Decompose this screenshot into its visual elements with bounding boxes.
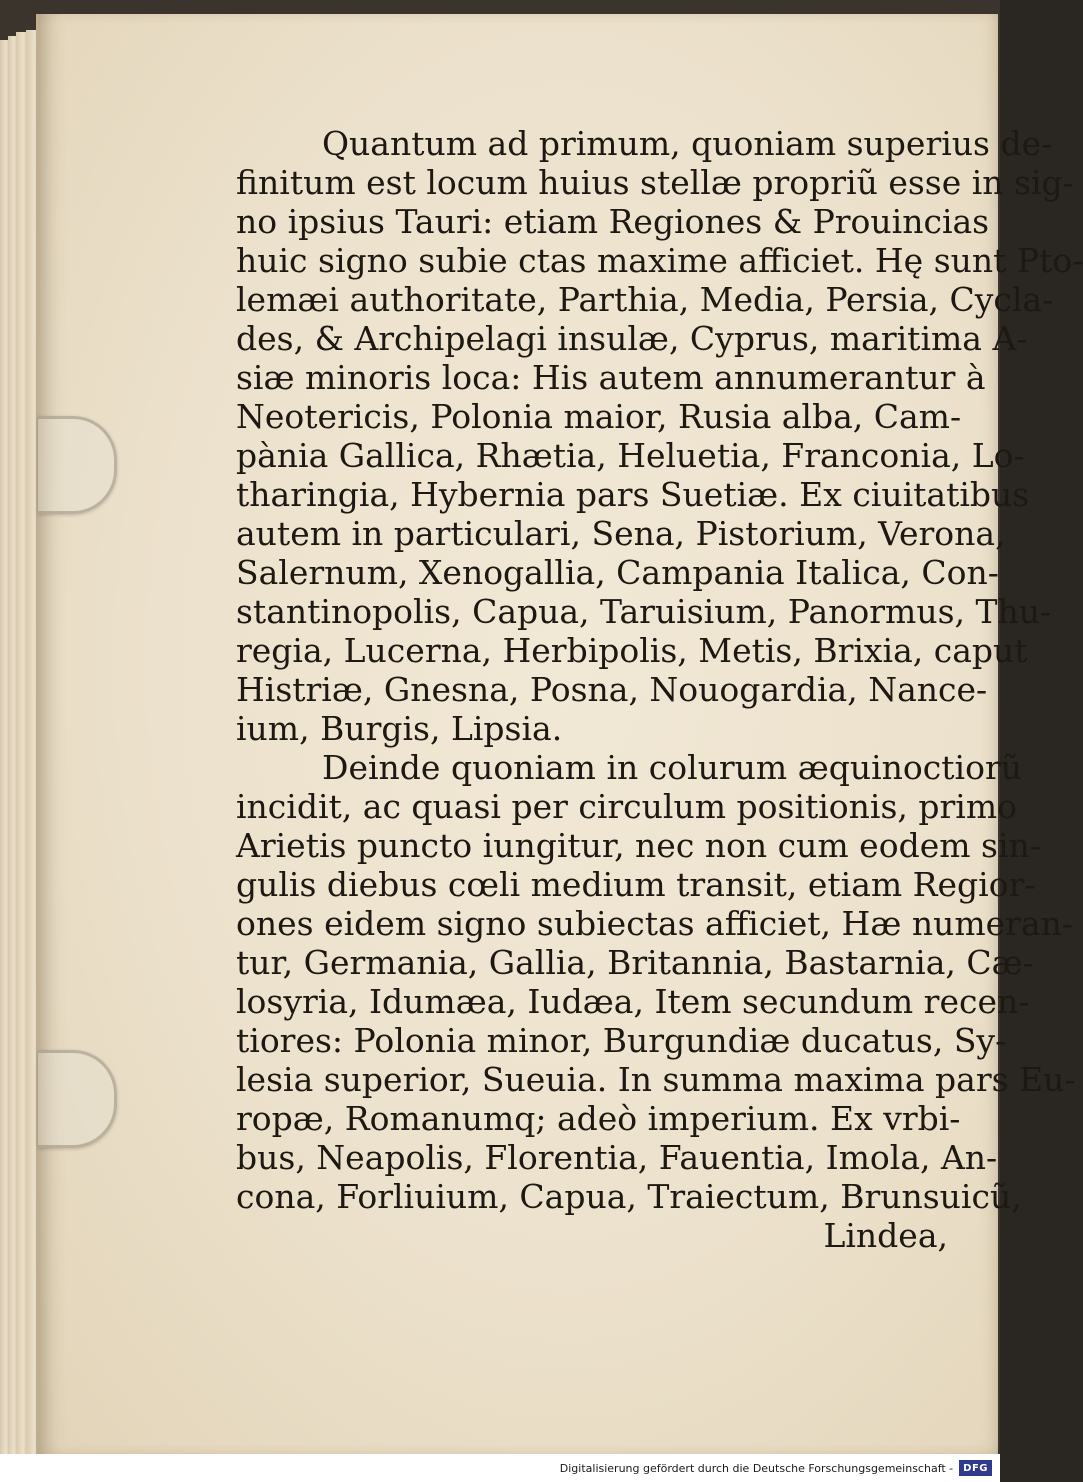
text-line: tharingia, Hybernia pars Suetiæ. Ex ciuitatibus [236,475,1030,514]
text-line: Deinde quoniam in colurum æquinoctiorũ [322,748,1022,787]
text-line: des, & Archipelagi insulæ, Cyprus, maritima A- [236,319,1028,358]
text-line: lesia superior, Sueuia. In summa maxima pars Eu- [236,1060,1076,1099]
text-line: siæ minoris loca: His autem annumerantur à [236,358,986,397]
text-line: ium, Burgis, Lipsia. [236,709,563,748]
text-line: autem in particulari, Sena, Pistorium, Verona, [236,514,1006,553]
text-line: Quantum ad primum, quoniam superius de- [322,124,1053,163]
text-line: stantinopolis, Capua, Taruisium, Panormus, Thu- [236,592,1052,631]
text-line: bus, Neapolis, Florentia, Fauentia, Imola, An- [236,1138,998,1177]
text-line: cona, Forliuium, Capua, Traiectum, Brunsuicũ, [236,1177,1022,1216]
dfg-logo-icon: DFG [959,1460,992,1476]
text-line: lemæi authoritate, Parthia, Media, Persia, Cycla- [236,280,1054,319]
text-line: losyria, Idumæa, Iudæa, Item secundum recen- [236,982,1030,1021]
digitization-footer [0,1454,1000,1482]
page-body-text [236,124,1083,1255]
text-line: Histriæ, Gnesna, Posna, Nouogardia, Nance- [236,670,988,709]
text-line: incidit, ac quasi per circulum positionis, primo [236,787,1017,826]
text-line: regia, Lucerna, Herbipolis, Metis, Brixia, caput [236,631,1028,670]
text-line: ones eidem signo subiectas afficiet, Hæ numeran- [236,904,1074,943]
footer-credit-text: Digitalisierung gefördert durch die Deutsche Forschungsgemeinschaft - [559,1461,954,1475]
text-line: pània Gallica, Rhætia, Heluetia, Franconia, Lo- [236,436,1025,475]
text-line: Salernum, Xenogallia, Campania Italica, Con- [236,553,999,592]
text-line: Neotericis, Polonia maior, Rusia alba, Cam- [236,397,962,436]
text-line: finitum est locum huius stellæ propriũ esse in sig- [236,163,1074,202]
paper-clip-top [38,416,117,514]
text-line: no ipsius Tauri: etiam Regiones & Prouincias [236,202,990,241]
text-line: ropæ, Romanumq; adeò imperium. Ex vrbi- [236,1099,961,1138]
paper-clip-bottom [38,1050,117,1148]
text-line: gulis diebus cœli medium transit, etiam Regior- [236,865,1036,904]
text-line: tiores: Polonia minor, Burgundiæ ducatus, Sy- [236,1021,1007,1060]
text-line: Arietis puncto iungitur, nec non cum eodem sin- [236,826,1041,865]
catchword: Lindea, [823,1216,948,1255]
text-line: tur, Germania, Gallia, Britannia, Bastarnia, Cæ- [236,943,1034,982]
text-line: huic signo subie ctas maxime afficiet. Hę sunt Pto- [236,241,1083,280]
